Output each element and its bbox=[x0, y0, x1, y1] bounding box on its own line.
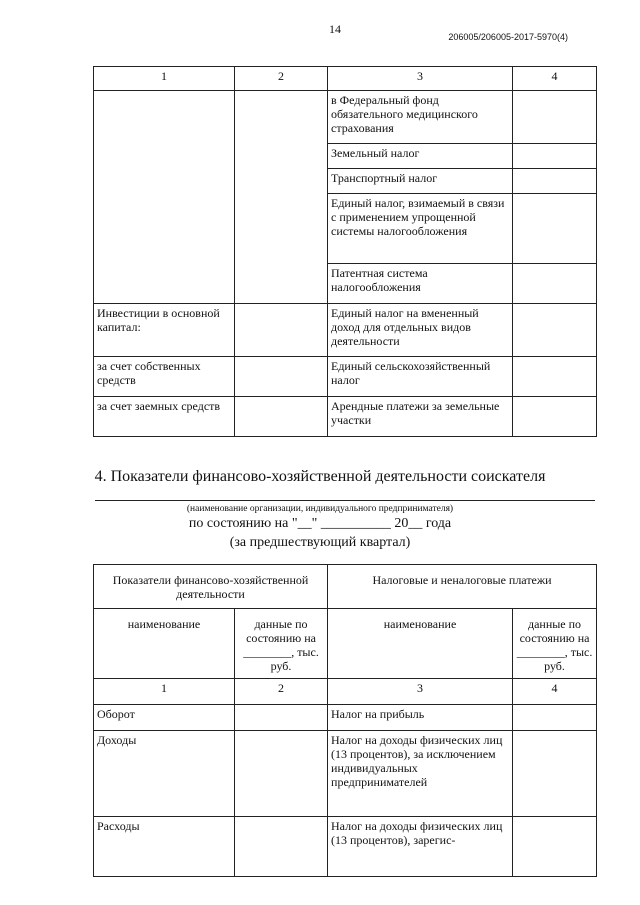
value-cell bbox=[513, 144, 597, 169]
value-cell bbox=[513, 304, 597, 357]
col-number-2: 2 bbox=[235, 679, 328, 705]
value-cell bbox=[513, 169, 597, 194]
indicator-cell: Оборот bbox=[94, 705, 235, 731]
col-number-4: 4 bbox=[513, 679, 597, 705]
empty-cell bbox=[94, 91, 235, 304]
tax-name-cell: в Федеральный фонд обязательного медицинского страхования bbox=[328, 91, 513, 144]
value-cell bbox=[235, 817, 328, 877]
col-header-4: 4 bbox=[513, 67, 597, 91]
tax-name-cell: Транспортный налог bbox=[328, 169, 513, 194]
as-of-date-line: по состоянию на "__" __________ 20__ года bbox=[188, 516, 452, 531]
tax-table-continued bbox=[93, 66, 597, 437]
value-cell bbox=[513, 357, 597, 397]
value-cell bbox=[513, 264, 597, 304]
tax-name-cell: Единый налог, взимаемый в связи с применением упрощенной системы налогообложения bbox=[328, 194, 513, 264]
indicator-cell: Доходы bbox=[94, 731, 235, 817]
investments-label: Инвестиции в основной капитал: bbox=[94, 304, 235, 357]
value-cell bbox=[513, 731, 597, 817]
tax-name-cell: Единый налог на вмененный доход для отдельных видов деятельности bbox=[328, 304, 513, 357]
tax-name-cell: Земельный налог bbox=[328, 144, 513, 169]
organization-caption: (наименование организации, индивидуального предпринимателя) bbox=[186, 504, 454, 514]
value-cell bbox=[235, 304, 328, 357]
group-header-payments: Налоговые и неналоговые платежи bbox=[328, 565, 597, 609]
col-header-3: 3 bbox=[328, 67, 513, 91]
tax-name-cell: Единый сельскохозяйственный налог bbox=[328, 357, 513, 397]
payment-cell: Налог на прибыль bbox=[328, 705, 513, 731]
subheader-name-left: наименование bbox=[94, 609, 235, 679]
own-funds-label: за счет собственных средств bbox=[94, 357, 235, 397]
col-header-1: 1 bbox=[94, 67, 235, 91]
organization-name-line bbox=[95, 500, 595, 501]
value-cell bbox=[235, 397, 328, 437]
empty-cell bbox=[235, 91, 328, 304]
col-number-1: 1 bbox=[94, 679, 235, 705]
value-cell bbox=[235, 731, 328, 817]
value-cell bbox=[513, 397, 597, 437]
borrowed-funds-label: за счет заемных средств bbox=[94, 397, 235, 437]
value-cell bbox=[513, 194, 597, 264]
indicator-cell: Расходы bbox=[94, 817, 235, 877]
tax-name-cell: Арендные платежи за земельные участки bbox=[328, 397, 513, 437]
subheader-data-left: данные по состоянию на ________, тыс. руб. bbox=[235, 609, 328, 679]
payment-cell: Налог на доходы физических лиц (13 процентов), за исключением индивидуальных предпринимателей bbox=[328, 731, 513, 817]
payment-cell: Налог на доходы физических лиц (13 процентов), зарегис- bbox=[328, 817, 513, 877]
quarter-caption: (за предшествующий квартал) bbox=[229, 535, 411, 550]
document-id: 206005/206005-2017-5970(4) bbox=[448, 32, 568, 42]
value-cell bbox=[513, 817, 597, 877]
value-cell bbox=[513, 91, 597, 144]
section-title: 4. Показатели финансово-хозяйственной деятельности соискателя bbox=[94, 468, 546, 485]
value-cell bbox=[235, 357, 328, 397]
subheader-data-right: данные по состоянию на ________, тыс. руб. bbox=[513, 609, 597, 679]
subheader-name-right: наименование bbox=[328, 609, 513, 679]
group-header-indicators: Показатели финансово-хозяйственной деятельности bbox=[94, 565, 328, 609]
value-cell bbox=[513, 705, 597, 731]
value-cell bbox=[235, 705, 328, 731]
col-header-2: 2 bbox=[235, 67, 328, 91]
financial-indicators-table bbox=[93, 564, 597, 877]
tax-name-cell: Патентная система налогообложения bbox=[328, 264, 513, 304]
col-number-3: 3 bbox=[328, 679, 513, 705]
page-number: 14 bbox=[329, 22, 341, 36]
